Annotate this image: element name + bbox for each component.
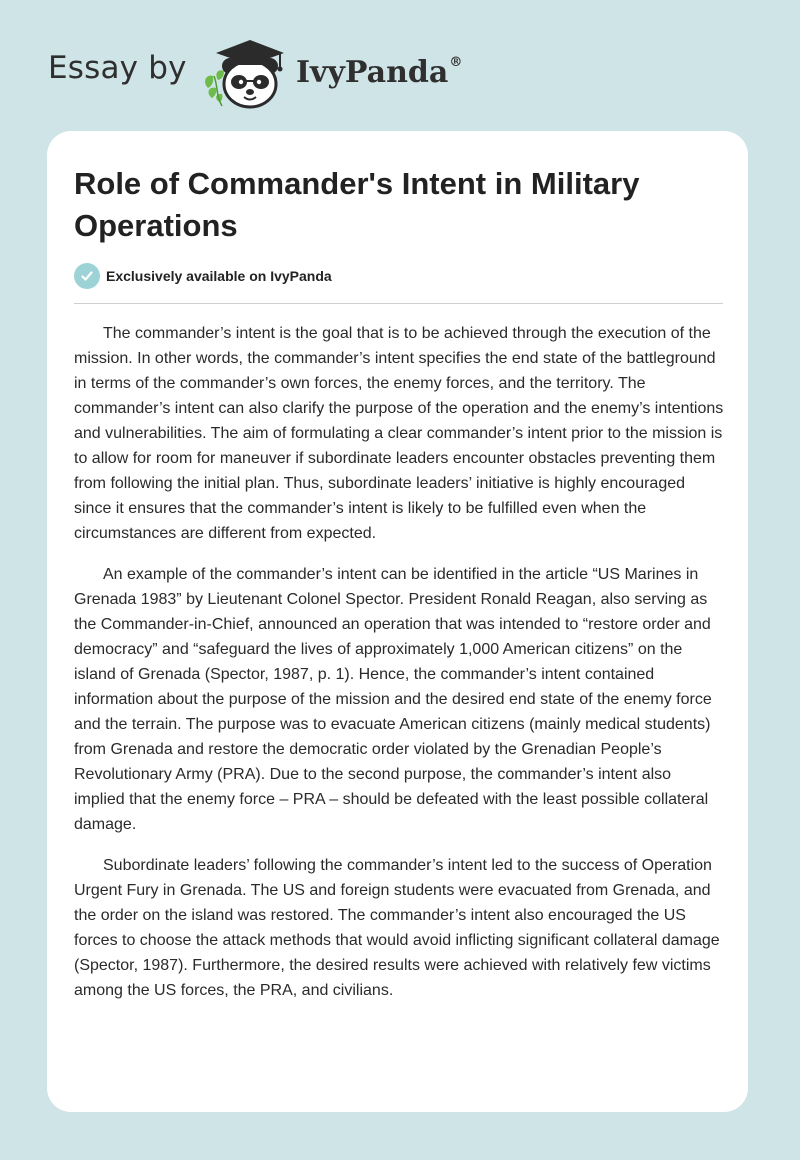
page-title: Role of Commander's Intent in Military Operations	[74, 166, 640, 243]
paragraph: The commander’s intent is the goal that is to be achieved through the execution of the mission. In other words, the commander’s intent specifies the end state of the battleground in terms of the commander’s own forces, the enemy forces, and the territory. The commander’s intent can also clarify the purpose of the operation and the enemy’s intentions and vulnerabilities. The aim of formulating a clear commander’s intent prior to the mission is to allow for room for maneuver if subordinate leaders encounter obstacles preventing them from following the initial plan. Thus, subordinate leaders’ initiative is highly encouraged since it ensures that the commander’s intent is likely to be fulfilled even when the circumstances are different from expected.	[74, 325, 724, 542]
checkmark-icon	[74, 263, 100, 289]
paragraph: Subordinate leaders’ following the commander’s intent led to the success of Operation Urgent Fury in Grenada. The US and foreign students were evacuated from Grenada, and the order on the island was restored. The commander’s intent also encouraged the US forces to choose the attack methods that would avoid inflicting significant collateral damage (Spector, 1987). Furthermore, the desired results were achieved with relatively few victims among the US forces, the PRA, and civilians.	[74, 857, 720, 999]
exclusive-badge	[74, 263, 332, 289]
site-header	[0, 0, 800, 130]
essay-card	[47, 131, 748, 1112]
panda-logo-icon[interactable]	[200, 36, 290, 110]
brand-name[interactable]	[296, 55, 462, 90]
paragraph: An example of the commander’s intent can be identified in the article “US Marines in Grenada 1983” by Lieutenant Colonel Spector. President Ronald Reagan, also serving as the Commander-in-Chief, announced an operation that was intended to “restore order and democracy” and “safeguard the lives of approximately 1,000 American citizens” on the island of Grenada (Spector, 1987, p. 1). Hence, the commander’s intent contained information about the purpose of the mission and the desired end state of the enemy force and the terrain. The purpose was to evacuate American citizens (mainly medical students) from Grenada and restore the democratic order violated by the Grenadian People’s Revolutionary Army (PRA). Due to the second purpose, the commander’s intent also implied that the enemy force – PRA – should be defeated with the least possible collateral damage.	[74, 566, 712, 833]
brand-text: IvyPanda	[296, 55, 449, 90]
divider	[74, 303, 723, 304]
essay-body	[74, 321, 726, 1019]
registered-mark: ®	[449, 55, 463, 70]
essay-by-label: Essay by	[48, 50, 187, 86]
exclusive-badge-label: Exclusively available on IvyPanda	[106, 268, 332, 284]
